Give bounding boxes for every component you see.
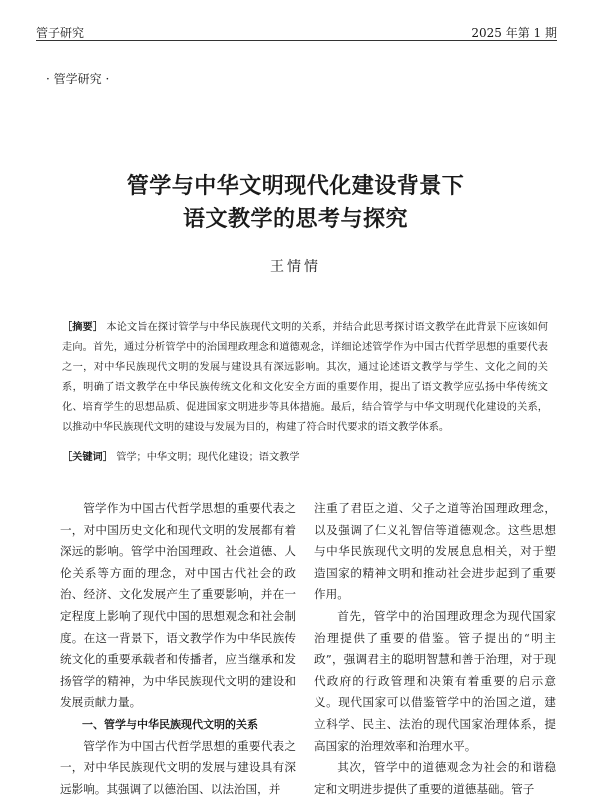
body-paragraph: 首先，管学中的治国理政理念为现代国家治理提供了重要的借鉴。管子提出的“明主政”，强调君主的聪明智慧和善于治理，对于现代政府的行政管理和决策有着重要的启示意义。现代国家可以借鉴管学中的治国之道，建立科学、民主、法治的现代国家治理体系，提高国家的治理效率和治理水平。 bbox=[314, 608, 556, 753]
body-paragraph: 其次，管学中的道德观念为社会的和谐稳定和文明进步提供了重要的道德基础。管子 bbox=[314, 760, 556, 796]
author: 王情情 bbox=[270, 259, 321, 275]
abstract bbox=[62, 318, 548, 438]
journal-name: 管子研究 bbox=[36, 26, 85, 40]
title-line-1: 管学与中华文明现代化建设背景下 bbox=[126, 174, 465, 199]
keywords-text: 管学；中华文明；现代化建设；语文教学 bbox=[116, 452, 300, 463]
running-header bbox=[36, 22, 557, 41]
keywords-label: ［关键词］ bbox=[62, 452, 113, 463]
column-tag: · 管学研究 · bbox=[46, 72, 110, 86]
abstract-label: ［摘要］ bbox=[62, 322, 104, 333]
section-heading: 一、管学与中华民族现代文明的关系 bbox=[82, 717, 258, 731]
issue-number: 2025 年第 1 期 bbox=[471, 26, 557, 40]
abstract-text: 本论文旨在探讨管学与中华民族现代文明的关系，并结合此思考探讨语文教学在此背景下应该如何走向。首先，通过分析管学中的治国理政理念和道德观念，详细论述管学作为中国古代哲学思想的重要代表之一，对中华民族现代文明的发展与建设具有深远影响。其次，通过论述语文教学与学生、文化之间的关系，明确了语文教学在中华民族传统文化和文化安全方面的重要作用，提出了语文教学应弘扬中华传统文化、培育学生的思想品质、促进国家文明进步等具体措施。最后，结合管学与中华文明现代化建设的关系，以推动中华民族现代文明的建设与发展为目的，构建了符合时代要求的语文教学体系。 bbox=[62, 322, 548, 433]
keywords bbox=[62, 448, 548, 468]
body-column-left bbox=[60, 498, 296, 800]
body-column-right bbox=[314, 498, 556, 800]
body-paragraph: 管学作为中国古代哲学思想的重要代表之一，对中华民族现代文明的发展与建设具有深远影响。其强调了以德治国、以法治国，并 bbox=[60, 738, 296, 796]
paper-title bbox=[0, 170, 591, 236]
body-paragraph-continued: 注重了君臣之道、父子之道等治国理政理念，以及强调了仁义礼智信等道德观念。这些思想与中华民族现代文明的发展息息相关，对于塑造国家的精神文明和推动社会进步起到了重要作用。 bbox=[314, 501, 556, 602]
body-paragraph: 管学作为中国古代哲学思想的重要代表之一，对中国历史文化和现代文明的发展都有着深远的影响。管学中治国理政、社会道德、人伦关系等方面的理念，对中国古代社会的政治、经济、文化发展产生了重要影响，并在一定程度上影响了现代中国的思想观念和社会制度。在这一背景下，语文教学作为中华民族传统文化的重要承载者和传播者，应当继承和发扬管学的精神，为中华民族现代文明的建设和发展贡献力量。 bbox=[60, 501, 296, 710]
title-line-2: 语文教学的思考与探究 bbox=[182, 207, 408, 232]
